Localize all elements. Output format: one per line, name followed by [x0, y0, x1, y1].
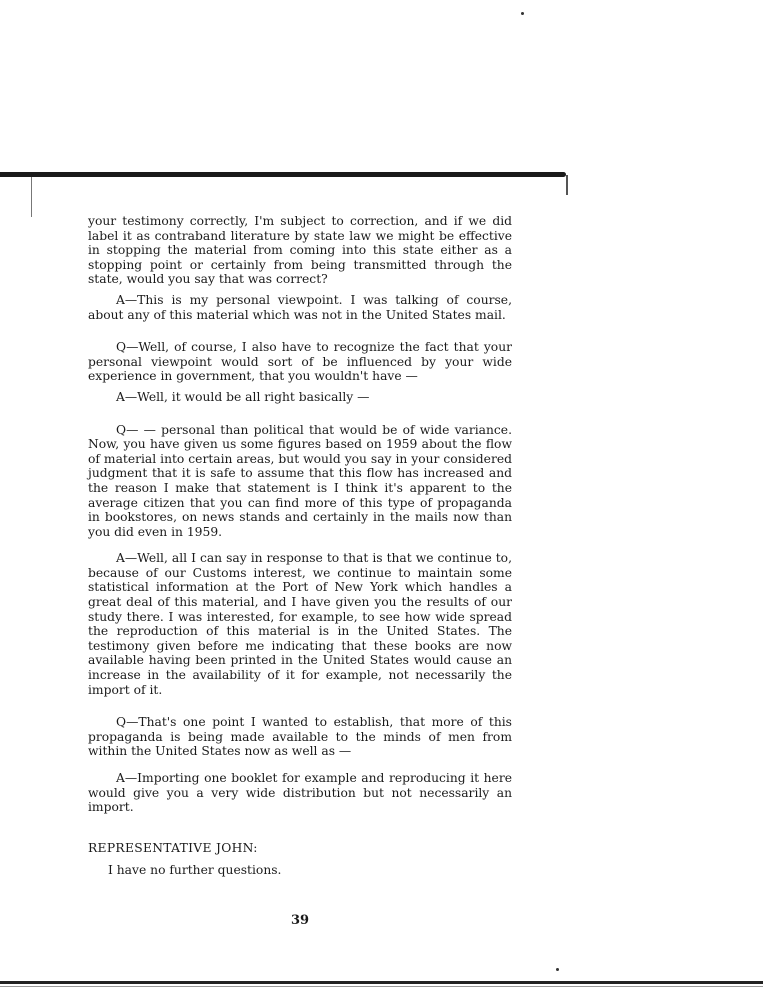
- question-paragraph: Q—That's one point I wanted to establish, that more of this propaganda is being made available to the minds of men from within the United States now as well as —: [88, 715, 512, 759]
- answer-paragraph: A—This is my personal viewpoint. I was talking of course, about any of this material which was not in the United States mail.: [88, 292, 512, 322]
- scan-dot: [521, 12, 524, 15]
- paragraph-continuation: your testimony correctly, I'm subject to correction, and if we did label it as contraband literature by state law we might be effective in stopping the material from coming into this state either as a stopping point or certainly from being transmitted through the state, would you say that was correct?: [88, 214, 512, 287]
- document-body: [88, 214, 512, 878]
- answer-paragraph: A—Well, it would be all right basically —: [116, 389, 370, 404]
- bottom-rule-thin: [0, 986, 763, 987]
- bottom-rule: [0, 981, 763, 984]
- left-margin-tick: [31, 177, 32, 217]
- scan-dot: [556, 968, 559, 971]
- question-paragraph: Q— — personal than political that would be of wide variance. Now, you have given us some figures based on 1959 about the flow of material into certain areas, but would you say in your considered judgment that it is safe to assume that this flow has increased and the reason I make that statement is I think it's apparent to the average citizen that you can find more of this type of propaganda in bookstores, on news stands and certainly in the mails now than you did even in 1959.: [88, 422, 512, 539]
- closing-statement: I have no further questions.: [108, 863, 282, 878]
- top-rule-edge: [566, 175, 568, 195]
- answer-paragraph: A—Well, all I can say in response to that is that we continue to, because of our Customs interest, we continue to maintain some statistical information at the Port of New York which handles a great deal of this material, and I have given you the results of our study there. I was interested, for example, to see how wide spread the reproduction of this material is in the United States. The testimony given before me indicating that these books are now available having been printed in the United States would cause an increase in the availability of it for example, not necessarily the import of it.: [88, 551, 512, 697]
- top-rule: [0, 172, 566, 177]
- speaker-heading: REPRESENTATIVE JOHN:: [88, 840, 258, 855]
- question-paragraph: Q—Well, of course, I also have to recognize the fact that your personal viewpoint would sort of be influenced by your wide experience in government, that you wouldn't have —: [88, 340, 512, 384]
- page-number: 39: [290, 913, 310, 928]
- answer-paragraph: A—Importing one booklet for example and reproducing it here would give you a very wide distribution but not necessarily an import.: [88, 771, 512, 815]
